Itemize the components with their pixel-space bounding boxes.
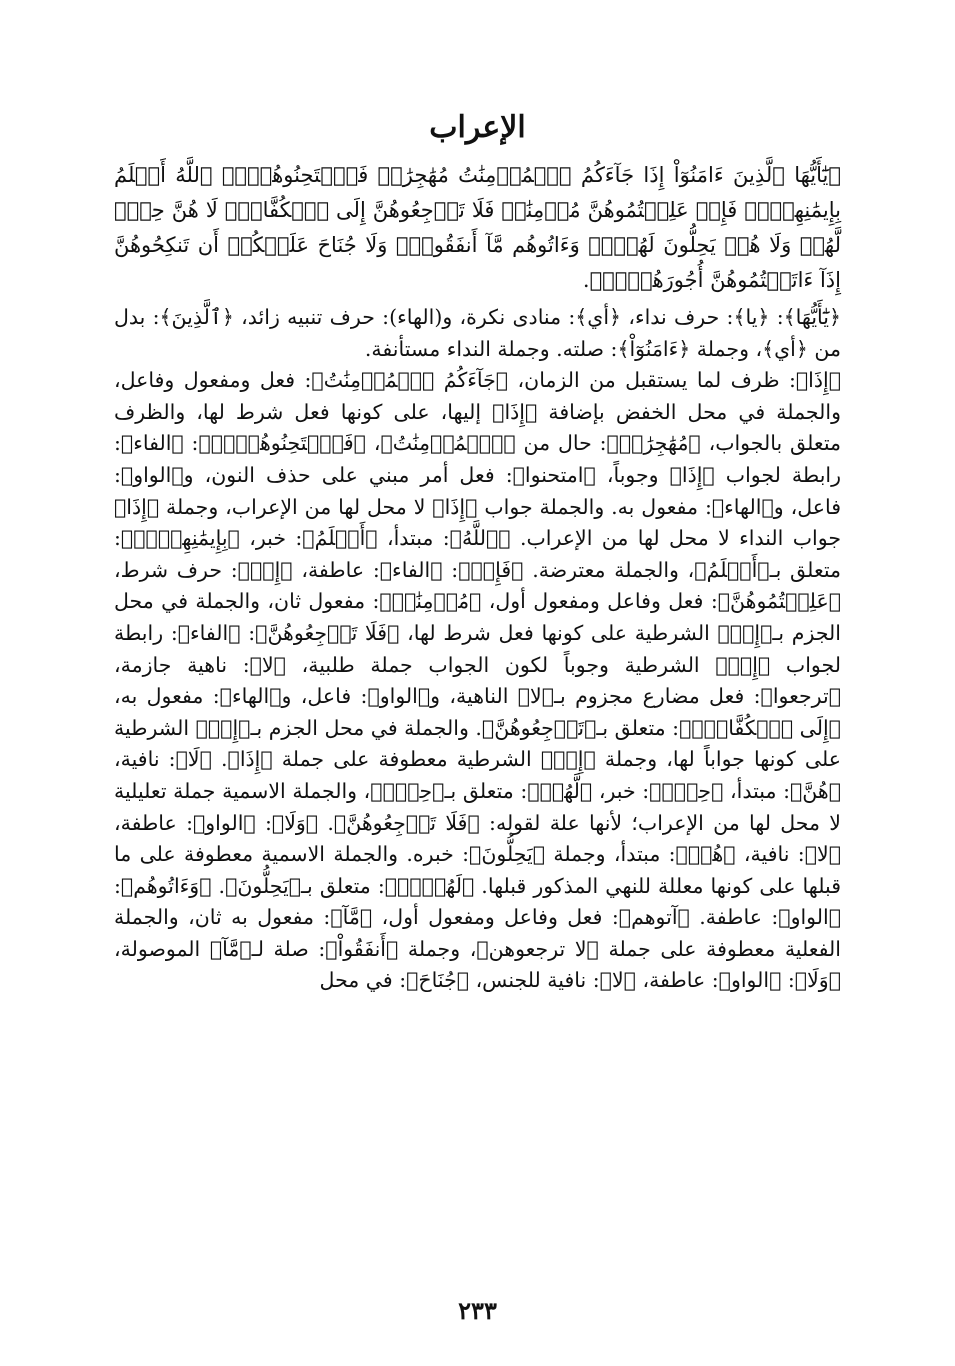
analysis-paragraph: ﴿إِذَا﴾: ظرف لما يستقبل من الزمان، ﴿جَآءَكُمُ ٱلۡمُؤۡمِنَٰتُ﴾: فعل ومفعول وفاعل، والجملة في محل الخفض بإضافة ﴿إِذَا﴾ إليها، على كونها فعل شرط لها، والظرف متعلق بالجواب، ﴿مُهَٰجِرَٰتٖ﴾: حال من ﴿ٱلۡمُؤۡمِنَٰتُ﴾، ﴿فَٱمۡتَحِنُوهُنَّۖ﴾: ﴿الفاء﴾: رابطة لجواب ﴿إِذَا﴾ وجوباً، ﴿امتحنوا﴾: فعل أمر مبني على حذف النون، و﴿الواو﴾: فاعل، و﴿الهاء﴾: مفعول به. والجملة جواب ﴿إِذَا﴾ لا محل لها من الإعراب، وجملة ﴿إِذَا﴾ جواب النداء لا محل لها من الإعراب. ﴿ٱللَّهُ﴾: مبتدأ، ﴿أَعۡلَمُ﴾: خبر، ﴿بِإِيمَٰنِهِنَّۖ﴾: متعلق بـ﴿أَعۡلَمُ﴾، والجملة معترضة. ﴿فَإِنۡ﴾: ﴿الفاء﴾: عاطفة، ﴿إِنۡ﴾: حرف شرط، ﴿عَلِمۡتُمُوهُنَّ﴾: فعل وفاعل ومفعول أول، ﴿مُؤۡمِنَٰتٖ﴾: مفعول ثان، والجملة في محل الجزم بـ﴿إِنۡ﴾ الشرطية على كونها فعل شرط لها، ﴿فَلَا تَرۡجِعُوهُنَّ﴾: ﴿الفاء﴾: رابطة لجواب ﴿إِنۡ﴾ الشرطية وجوباً لكون الجواب جملة طلبية، ﴿لا﴾: ناهية جازمة، ﴿ترجعوا﴾: فعل مضارع مجزوم بـ﴿لا﴾ الناهية، و﴿الواو﴾: فاعل، و﴿الهاء﴾: مفعول به، ﴿إِلَى ٱلۡكُفَّارِۖ﴾: متعلق بـ﴿تَرۡجِعُوهُنَّ﴾. والجملة في محل الجزم بـ﴿إِنۡ﴾ الشرطية على كونها جواباً لها، وجملة ﴿إِنۡ﴾ الشرطية معطوفة على جملة ﴿إِذَا﴾. ﴿لَا﴾: نافية، ﴿هُنَّ﴾: مبتدأ، ﴿حِلّٞ﴾: خبر، ﴿لَّهُمۡ﴾: متعلق بـ﴿حِلّٞ﴾، والجملة الاسمية جملة تعليلية لا محل لها من الإعراب؛ لأنها علة لقوله: ﴿فَلَا تَرۡجِعُوهُنَّ﴾. ﴿وَلَا﴾: ﴿الواو﴾: عاطفة، ﴿لا﴾: نافية، ﴿هُمۡ﴾: مبتدأ، وجملة ﴿يَحِلُّونَ﴾: خبره. والجملة الاسمية معطوفة على ما قبلها على كونها معللة للنهي المذكور قبلها. ﴿لَهُنَّۖ﴾: متعلق بـ﴿يَحِلُّونَ﴾. ﴿وَءَاتُوهُم﴾: ﴿الواو﴾: عاطفة. ﴿آتوهم﴾: فعل وفاعل ومفعول أول، ﴿مَّآ﴾: مفعول به ثان، والجملة الفعلية معطوفة على جملة ﴿لا ترجعوهن﴾، وجملة ﴿أَنفَقُواْ﴾: صلة لـ﴿مَّآ﴾ الموصولة، ﴿وَلَا﴾: ﴿الواو﴾: عاطفة، ﴿لا﴾: نافية للجنس، ﴿جُنَاحَ﴾: في محل [114, 368, 841, 993]
analysis-paragraph: ﴿يَٰٓأَيُّهَا﴾: ﴿يا﴾: حرف نداء، ﴿أي﴾: منادى نكرة، و(الهاء): حرف تنبيه زائد، ﴿ٱلَّذِينَ﴾: بدل من ﴿أي﴾، وجملة ﴿ءَامَنُوٓاْ﴾: صلته. وجملة النداء مستأنفة. [114, 305, 841, 361]
grammatical-analysis [114, 302, 841, 997]
page-number: ٢٣٣ [458, 1296, 497, 1325]
quran-verse: ﴿يَٰٓأَيُّهَا ٱلَّذِينَ ءَامَنُوٓاْ إِذَا جَآءَكُمُ ٱلۡمُؤۡمِنَٰتُ مُهَٰجِرَٰتٖ فَٱمۡتَحِنُوهُنَّۖ ٱللَّهُ أَعۡلَمُ بِإِيمَٰنِهِنَّۖ فَإِنۡ عَلِمۡتُمُوهُنَّ مُؤۡمِنَٰتٖ فَلَا تَرۡجِعُوهُنَّ إِلَى ٱلۡكُفَّارِۖ لَا هُنَّ حِلّٞ لَّهُمۡ وَلَا هُمۡ يَحِلُّونَ لَهُنَّۖ وَءَاتُوهُم مَّآ أَنفَقُواْۚ وَلَا جُنَاحَ عَلَيۡكُمۡ أَن تَنكِحُوهُنَّ إِذَآ ءَاتَيۡتُمُوهُنَّ أُجُورَهُنَّۚ﴾. [114, 163, 841, 292]
section-title: الإعراب [429, 110, 526, 145]
